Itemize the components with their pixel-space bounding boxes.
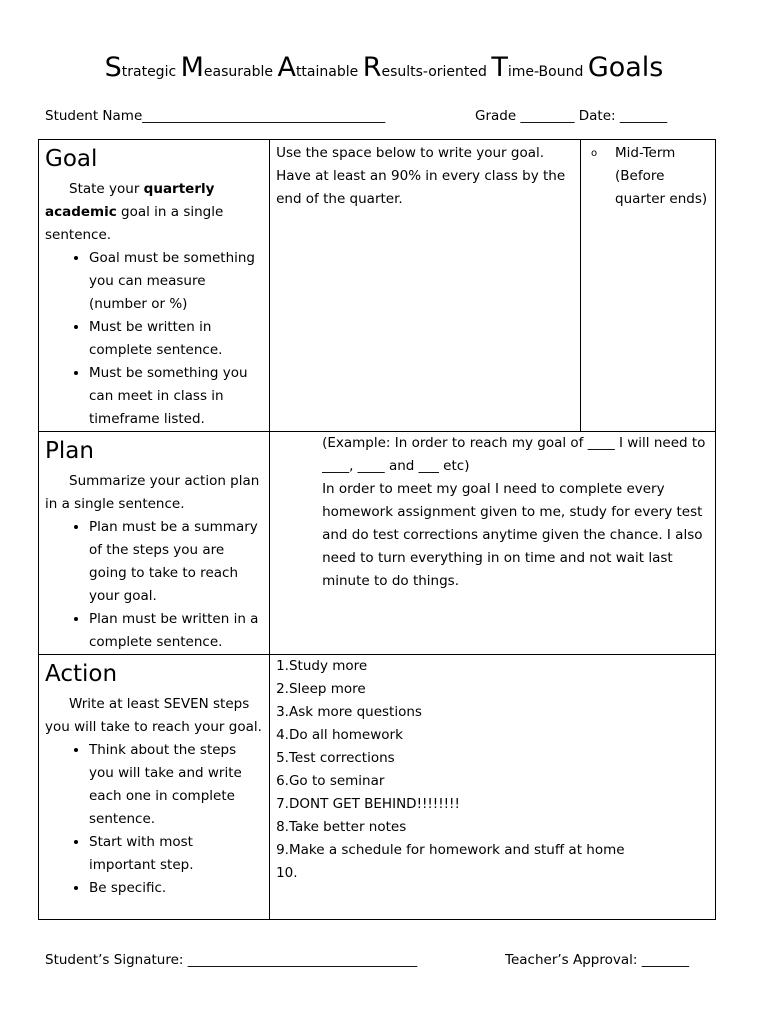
action-bullet: • Be specific. (89, 877, 263, 900)
student-signature-field[interactable]: Student’s Signature: __________________________________ (45, 952, 418, 968)
plan-answer[interactable] (270, 432, 716, 655)
title-word-results: esults-oriented (381, 64, 487, 80)
action-step: 4.Do all homework (276, 727, 403, 743)
title-word-strategic: trategic (121, 64, 177, 80)
plan-bullet: • Plan must be a summary of the steps you are going to take to reach your goal. (89, 516, 263, 608)
goal-answer[interactable]: Use the space below to write your goal. Have at least an 90% in every class by the end of the quarter. (270, 140, 581, 432)
title-letter-s: S (104, 52, 122, 83)
title-word-timebound: ime-Bound (507, 64, 584, 80)
signature-line (45, 952, 715, 968)
action-step: 7.DONT GET BEHIND!!!!!!!! (276, 796, 460, 812)
plan-bullet: • Plan must be written in a complete sentence. (89, 608, 263, 654)
action-bullet: • Start with most important step. (89, 831, 263, 877)
goal-intro-bold: quarterly academic (45, 181, 215, 220)
action-step: 5.Test corrections (276, 750, 395, 766)
action-step: 9.Make a schedule for homework and stuff at home (276, 842, 625, 858)
goal-bullet: • Must be something you can meet in class in timeframe listed. (89, 362, 263, 431)
action-step: 1.Study more (276, 658, 368, 674)
goal-heading: Goal (45, 146, 98, 172)
action-step: 10. (276, 865, 298, 881)
plan-heading: Plan (45, 438, 94, 464)
action-intro: Write at least SEVEN steps you will take to reach your goal. (45, 696, 262, 735)
action-step: 6.Go to seminar (276, 773, 385, 789)
smart-goals-table (38, 139, 716, 920)
page-title (0, 52, 768, 83)
action-bullet: • Think about the steps you will take and write each one in complete sentence. (89, 739, 263, 831)
action-step: 3.Ask more questions (276, 704, 422, 720)
action-step: 8.Take better notes (276, 819, 407, 835)
title-letter-t: T (491, 52, 508, 83)
goal-bullet: • Must be written in complete sentence. (89, 316, 263, 362)
midterm-label: Mid-Term (615, 145, 676, 161)
student-info-line (45, 108, 715, 124)
action-steps-list (276, 655, 709, 885)
title-word-attainable: ttainable (295, 64, 359, 80)
circle-bullet-icon: o (591, 148, 598, 159)
goal-row (39, 140, 716, 432)
midterm-cell (581, 140, 716, 432)
plan-text: In order to meet my goal I need to complete every homework assignment given to me, study for every test and do test corrections anytime given the chance. I also need to turn everything in on time and not wait last minute to do things. (322, 481, 703, 589)
title-letter-r: R (362, 52, 382, 83)
plan-row (39, 432, 716, 655)
goal-bullets (45, 247, 263, 431)
action-answer[interactable] (270, 655, 716, 920)
goal-intro (45, 178, 263, 247)
plan-instructions (39, 432, 270, 655)
goal-intro-pre: State your (69, 181, 144, 197)
plan-example: (Example: In order to reach my goal of ____ I will need to ____, ____ and ___ etc) (322, 435, 706, 474)
plan-intro: Summarize your action plan in a single sentence. (45, 473, 260, 512)
goal-instructions (39, 140, 270, 432)
title-word-goals: Goals (587, 52, 664, 83)
goal-bullet: • Goal must be something you can measure (number or %) (89, 247, 263, 316)
action-instructions (39, 655, 270, 920)
teacher-approval-field[interactable]: Teacher’s Approval: _______ (505, 952, 689, 968)
title-letter-a: A (277, 52, 296, 83)
student-name-field[interactable]: Student Name____________________________________ (45, 108, 386, 124)
grade-date-field[interactable]: Grade ________ Date: _______ (475, 108, 668, 124)
title-word-measurable: easurable (203, 64, 273, 80)
goal-intro-post: goal in a single sentence. (45, 204, 224, 243)
action-bullets (45, 739, 263, 900)
action-heading: Action (45, 661, 118, 687)
action-step: 2.Sleep more (276, 681, 366, 697)
action-row (39, 655, 716, 920)
title-letter-m: M (180, 52, 204, 83)
midterm-note: (Before quarter ends) (615, 168, 708, 207)
plan-bullets (45, 516, 263, 654)
